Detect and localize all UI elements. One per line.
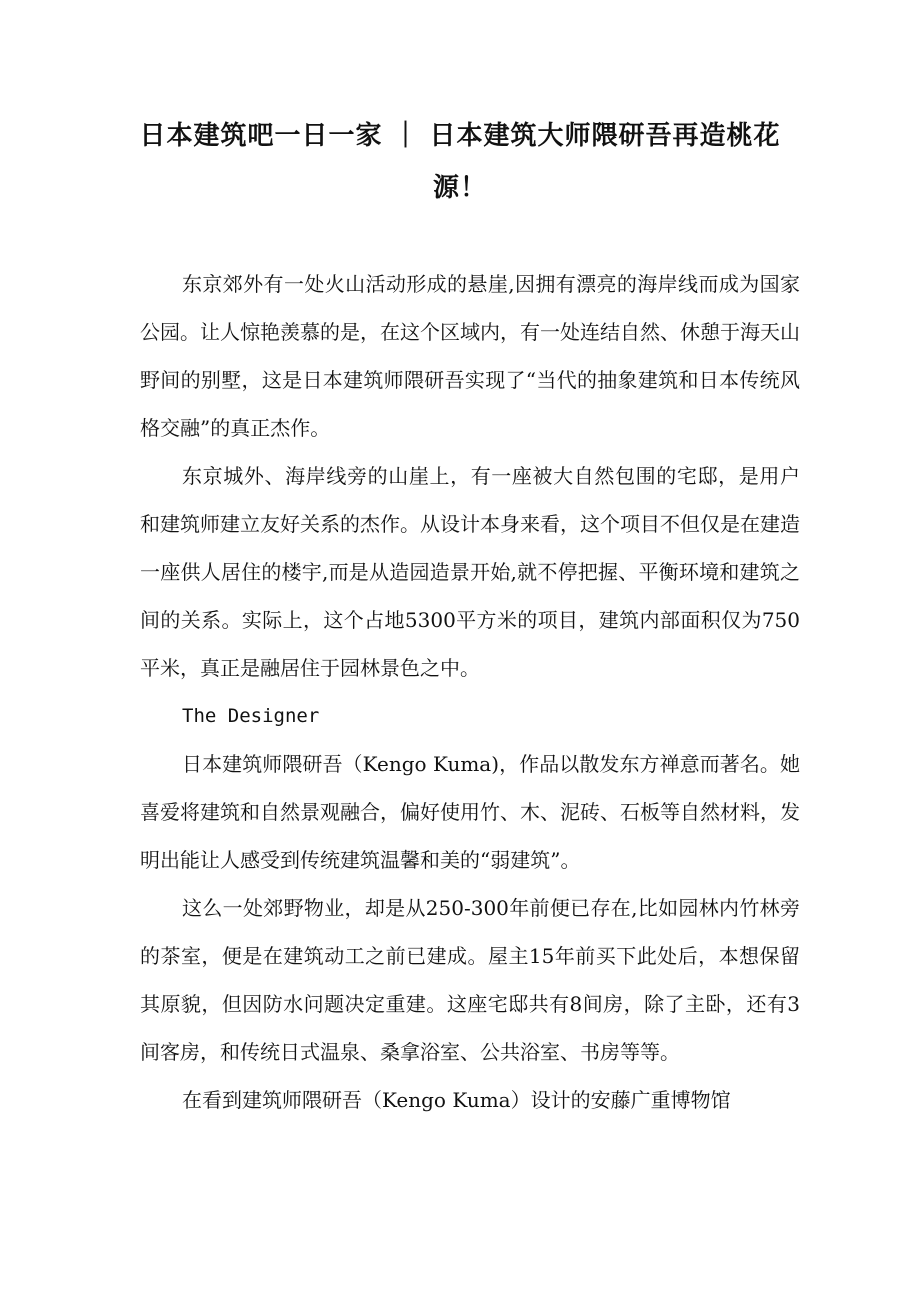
paragraph-designer: 日本建筑师隈研吾（Kengo Kuma)，作品以散发东方禅意而著名。她喜爱将建筑和自然景观融合，偏好使用竹、木、泥砖、石板等自然材料，发明出能让人感受到传统建筑温馨和美的“弱建筑”。	[140, 752, 800, 872]
paragraph-intro: 东京郊外有一处火山活动形成的悬崖,因拥有漂亮的海岸线而成为国家公园。让人惊艳羡慕的是，在这个区域内，有一处连结自然、休憩于海天山野间的别墅，这是日本建筑师隈研吾实现了“当代的抽象建筑和日本传统风格交融”的真正杰作。	[140, 272, 800, 440]
paragraph-museum: 在看到建筑师隈研吾（Kengo Kuma）设计的安藤广重博物馆	[182, 1088, 731, 1112]
paragraph-history: 这么一处郊野物业，却是从250-300年前便已存在,比如园林内竹林旁的茶室，便是在建筑动工之前已建成。屋主15年前买下此处后，本想保留其原貌，但因防水问题决定重建。这座宅邸共有8间房，除了主卧，还有3间客房，和传统日式温泉、桑拿浴室、公共浴室、书房等等。	[140, 896, 800, 1064]
article-title: 日本建筑吧一日一家 ｜ 日本建筑大师隈研吾再造桃花源！	[139, 121, 781, 203]
article-body	[140, 260, 800, 1124]
section-heading-designer: The Designer	[182, 705, 320, 727]
paragraph-residence: 东京城外、海岸线旁的山崖上，有一座被大自然包围的宅邸，是用户和建筑师建立友好关系的杰作。从设计本身来看，这个项目不但仅是在建造一座供人居住的楼宇,而是从造园造景开始,就不停把握、平衡环境和建筑之间的关系。实际上，这个占地5300平方米的项目，建筑内部面积仅为750平米，真正是融居住于园林景色之中。	[140, 464, 800, 680]
